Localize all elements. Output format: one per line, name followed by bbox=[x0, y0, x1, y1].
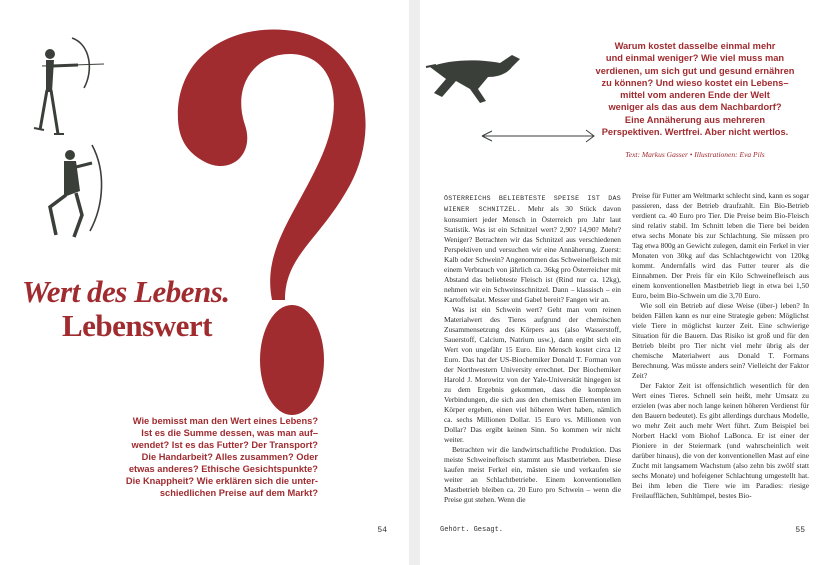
body-column-2 bbox=[632, 191, 809, 521]
intro-line: Die Knappheit? Wie erklären sich die unter- bbox=[125, 476, 318, 486]
title-line-1: Wert des Lebens. bbox=[22, 274, 230, 309]
intro-line: Die Handarbeit? Alles zusammen? Oder bbox=[141, 452, 318, 462]
crouching-archer-icon bbox=[40, 135, 110, 245]
deck-line: mittel vom anderen Ende der Welt bbox=[620, 90, 770, 101]
running-head: Gehört. Gesagt. bbox=[440, 526, 504, 534]
body-column-1 bbox=[444, 193, 621, 523]
left-page bbox=[0, 0, 409, 565]
body-paragraph: Was ist ein Schwein wert? Geht man vom reinen Materialwert des Tieres aufgrund der chemischen Zusammensetzung des Körpers aus (also Wasserstoff, Sauerstoff, Calcium, Natrium usw.), dann ergibt sich ein Wert von ungefähr 15 Euro. Ein Mensch kostet circa 12 Euro. Das hat der US-Biochemiker Donald T. Forman von der Northwestern University errechnet. Der Biochemiker Harold J. Morowitz von der Yale-Universität hingegen ist zu dem Ergebnis gekommen, dass die komplexen Verbindungen, die sich aus den chemischen Elementen im Körper ergeben, einen viel höheren Wert haben, nämlich ca. sechs Millionen Dollar. 15 Euro vs. Millionen von Dollar? Das ergibt keinen Sinn. So kommen wir nicht weiter. bbox=[444, 305, 621, 444]
deck-line: Eine Annäherung aus mehreren bbox=[624, 114, 766, 125]
body-paragraph: Preise für Futter am Weltmarkt schlecht sind, kann es sogar passieren, dass der Betrieb draufzahlt. Ein Bio-Betrieb verdient ca. 40 Euro pro Tier. Die Preise beim Bio-Fleisch sind relativ stabil. Im Schnitt leben die Tiere bei beiden etwa sechs Monate bis zur Schlachtung. Sie müssen pro Tag etwa 800g an Gewicht zulegen, damit ein Ferkel in vier Monaten von 30kg auf das Schlachtgewicht von 120kg kommt. Andernfalls wird das Futter teurer als die Einnahmen. Der Preis für ein Kilo Schweinefleisch aus einem konventionellen Mastbetrieb liegt in etwa bei 1,50 Euro, beim Bio-Schwein um die 3,70 Euro. bbox=[632, 191, 809, 300]
body-paragraph: Der Faktor Zeit ist offensichtlich wesentlich für den Wert eines Tieres. Schnell sein heißt, mehr Umsatz zu erzielen (was aber noch lange keinen höheren Verdienst für den Bauern bedeutet). Es gibt allerdings durchaus Modelle, wo mehr Zeit auch mehr Wert führt. Zum Beispiel bei Norbert Hackl vom Biohof LaBonca. Er ist einer der Pioniere in der Steiermark (und wahrscheinlich weit darüber hinaus), die von der konventionellen Mast auf eine Zucht mit langsamem Wachstum (also zehn bis zwölf statt sechs Monate) und hofeigener Schlachtung umgestellt hat. Bei ihm leben die Tiere wie im Paradies: riesige Freilaufflächen, Suhltümpel, bestes Bio- bbox=[632, 381, 809, 500]
title-line-2: Lebenswert bbox=[62, 308, 212, 343]
lead-in: ÖSTERREICHS BELIEBTESTE SPEISE IST DAS WIENER SCHNITZEL. bbox=[444, 195, 621, 213]
body-paragraph: Betrachten wir die landwirtschaftliche Produktion. Das meiste Schweinefleisch stammt aus Mastbetrieben. Diese kaufen meist Ferkel ein, mästen sie und verkaufen sie weiter an Schlachtbetriebe. Einem konventionellen Mastbetrieb bleiben ca. 20 Euro pro Schwein – wenn die Preise gut stehen. Wenn die bbox=[444, 445, 621, 504]
body-paragraph bbox=[444, 193, 621, 305]
deck bbox=[590, 40, 800, 138]
page-title bbox=[22, 275, 282, 343]
deck-line: Perspektiven. Wertfrei. Aber nicht wertlos. bbox=[601, 127, 789, 138]
left-intro bbox=[80, 415, 318, 499]
deck-line: zu können? Und wieso kostet ein Lebens– bbox=[601, 77, 789, 88]
deck-line: weniger als das aus dem Nachbardorf? bbox=[608, 102, 782, 113]
deck-line: Warum kostet dasselbe einmal mehr bbox=[614, 41, 776, 51]
intro-line: Wie bemisst man den Wert eines Lebens? bbox=[132, 416, 318, 426]
intro-line: wendet? Ist es das Futter? Der Transport? bbox=[131, 440, 318, 450]
intro-line: schiedlichen Preise auf dem Markt? bbox=[159, 488, 318, 498]
credit-line: Text: Markus Gasser • Illustrationen: Eva Pils bbox=[625, 150, 765, 159]
intro-line: Ist es die Summe dessen, was man auf– bbox=[141, 428, 318, 438]
body-paragraph: Wie soll ein Betrieb auf diese Weise (über-) leben? In beiden Fällen kann es nur eine Strategie geben: Möglichst viele Tiere in möglichst kurzer Zeit. Eine schwierige Situation für die Bauern. Das Risiko ist groß und für den Betrieb bleibt pro Tier nicht viel mehr übrig als der chemische Materialwert aus Donald T. Formans Berechnung. Was müsste anders sein? Vielleicht der Faktor Zeit? bbox=[632, 301, 809, 380]
hunter-archer-icon bbox=[28, 30, 108, 140]
body-text: Mehr als 30 Stück davon konsumiert jeder Mensch in Österreich pro Jahr laut Statistik. Was ist ein Schnitzel wert? 2,90? 14,90? Mehr? Weniger? Betrachten wir das Schnitzel aus verschiedenen Perspektiven und versuchen wir eine Annäherung. Zuerst: Kalb oder Schwein? Angenommen das Schweinefleisch mit einem Verbrauch von jährlich ca. 36kg pro Österreicher mit Abstand das beliebteste Fleisch ist (Rind nur ca. 12kg), nehmen wir ein Schweinsschnitzel. Dann – klassisch – ein Kartoffelsalat. Messer und Gabel bereit? Fangen wir an. bbox=[444, 204, 621, 304]
intro-line: etwas anderes? Ethische Gesichtspunkte? bbox=[128, 464, 318, 474]
arrow-icon bbox=[478, 126, 598, 146]
right-page bbox=[420, 0, 831, 565]
page-number: 54 bbox=[377, 526, 387, 535]
page-number: 55 bbox=[795, 526, 805, 535]
running-animal-icon bbox=[420, 45, 530, 115]
deck-line: und einmal weniger? Wie viel muss man bbox=[605, 53, 785, 64]
gutter bbox=[409, 0, 420, 565]
deck-line: verdienen, um sich gut und gesund ernähren bbox=[595, 65, 795, 76]
